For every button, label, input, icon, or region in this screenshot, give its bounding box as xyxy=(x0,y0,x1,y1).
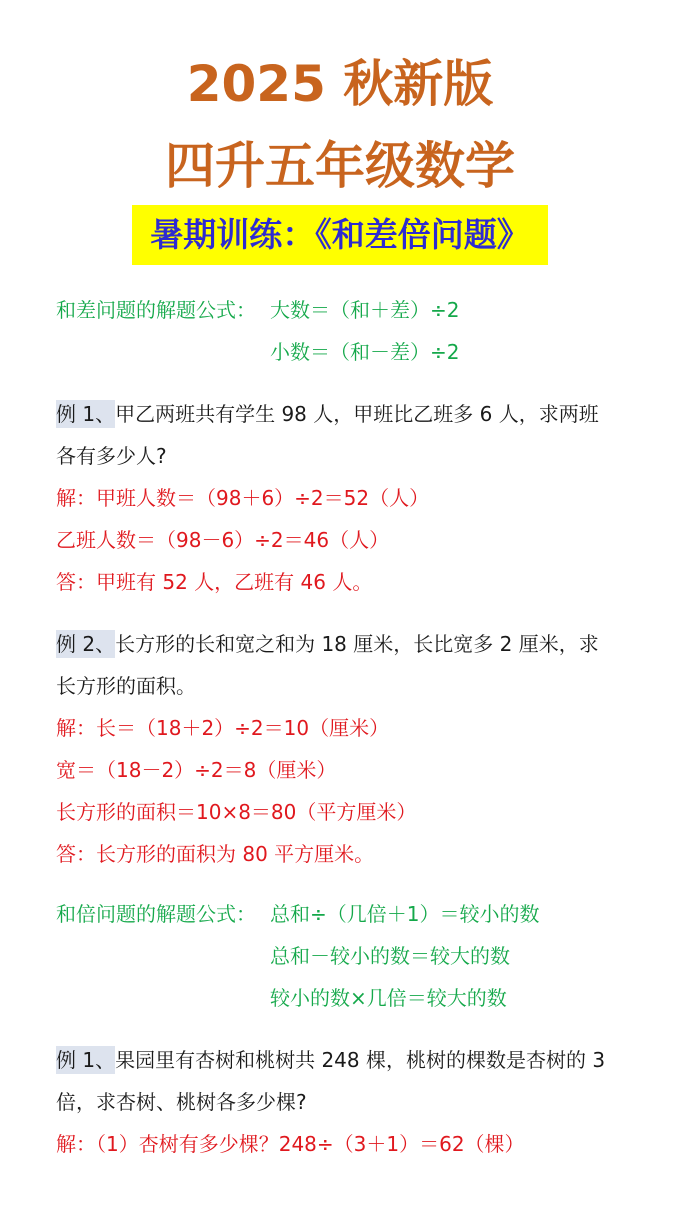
example2-solution-line2: 宽＝（18－2）÷2＝8（厘米） xyxy=(56,758,337,782)
formula-label-sum-multiple: 和倍问题的解题公式： xyxy=(56,902,256,926)
page-title-line1: 2025 秋新版 xyxy=(186,55,494,113)
page-subtitle: 暑期训练：《和差倍问题》 xyxy=(132,205,548,265)
example2-question-line2: 长方形的面积。 xyxy=(56,674,196,698)
example3-label: 例 1、 xyxy=(56,1048,116,1072)
example2-solution-line3: 长方形的面积＝10×8＝80（平方厘米） xyxy=(56,800,417,824)
example3-question-line1 xyxy=(56,1046,605,1074)
page-title-line2: 四升五年级数学 xyxy=(165,137,515,195)
example3-question-text: 果园里有杏树和桃树共 248 棵，桃树的棵数是杏树的 3 xyxy=(115,1048,606,1072)
formula-small-number: 小数＝（和－差）÷2 xyxy=(270,340,460,364)
example1-solution-line2: 乙班人数＝（98－6）÷2＝46（人） xyxy=(56,528,390,552)
formula-smaller-number: 总和÷（几倍＋1）＝较小的数 xyxy=(270,902,540,926)
formula-larger-number-multiple: 较小的数×几倍＝较大的数 xyxy=(270,986,507,1010)
example1-question-line2: 各有多少人? xyxy=(56,444,167,468)
example3-question-line2: 倍，求杏树、桃树各多少棵? xyxy=(56,1090,307,1114)
example1-question-text: 甲乙两班共有学生 98 人，甲班比乙班多 6 人，求两班 xyxy=(115,402,599,426)
example2-solution-line1: 解：长＝（18＋2）÷2＝10（厘米） xyxy=(56,716,390,740)
formula-larger-number-diff: 总和－较小的数＝较大的数 xyxy=(270,944,510,968)
example2-question-line1 xyxy=(56,630,599,658)
example3-solution-line1: 解：（1）杏树有多少棵？248÷（3＋1）＝62（棵） xyxy=(56,1132,525,1156)
example2-label: 例 2、 xyxy=(56,632,116,656)
example1-answer: 答：甲班有 52 人，乙班有 46 人。 xyxy=(56,570,373,594)
example1-solution-line1: 解：甲班人数＝（98＋6）÷2＝52（人） xyxy=(56,486,430,510)
example2-question-text: 长方形的长和宽之和为 18 厘米，长比宽多 2 厘米，求 xyxy=(115,632,599,656)
example1-label: 例 1、 xyxy=(56,402,116,426)
formula-label-sum-diff: 和差问题的解题公式： xyxy=(56,298,256,322)
formula-big-number: 大数＝（和＋差）÷2 xyxy=(270,298,460,322)
example2-answer: 答：长方形的面积为 80 平方厘米。 xyxy=(56,842,375,866)
example1-question-line1 xyxy=(56,400,599,428)
